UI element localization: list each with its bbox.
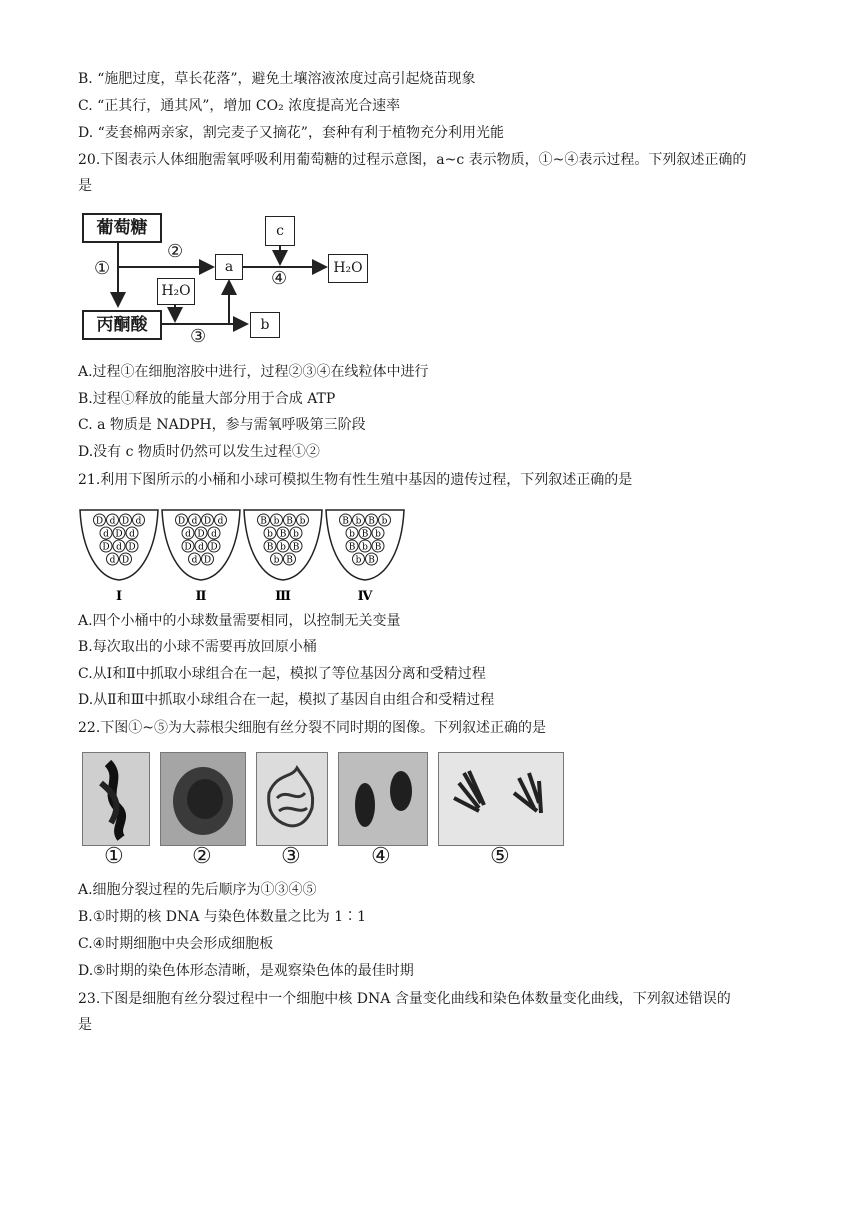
ball-label: B [279,529,287,540]
ball-label: B [342,516,349,527]
ball-label: D [203,516,212,527]
micrograph-label-5: ⑤ [490,844,510,869]
q20-option-d: D.没有 c 物质时仍然可以发生过程①② [78,444,320,460]
diagram-arrows [0,0,860,360]
chromosome-cluster-1 [83,753,149,845]
ball-label: D [197,529,205,540]
micrograph-label-3: ③ [281,844,301,869]
water-output-box: H₂O [328,254,368,283]
micrograph-label-2: ② [192,844,212,869]
ball-label: b [293,529,299,540]
ball-label: D [203,555,212,566]
ball-label: d [217,516,224,527]
option-d-prev: D. “麦套棉两亲家，割完麦子又摘花”，套种有利于植物充分利用光能 [78,125,504,141]
q20-option-a: A.过程①在细胞溶胶中进行，过程②③④在线粒体中进行 [78,364,429,380]
ball-label: b [273,555,280,566]
bucket-4 [326,510,404,604]
ball-label: b [280,542,286,553]
ball-label: D [210,542,218,553]
q21-option-b: B.每次取出的小球不需要再放回原小桶 [78,639,317,655]
ball-label: B [286,555,293,566]
buckets-svg [78,506,418,606]
micrograph-4 [338,752,428,846]
ball-label: d [109,516,116,527]
ball-label: B [348,542,356,553]
q20-stem-cont: 是 [78,178,92,194]
chromosomes-5 [439,753,563,845]
ball-label: D [177,516,186,527]
micrograph-label-4: ④ [371,844,391,869]
micrograph-3 [256,752,328,846]
ball-label: b [355,555,362,566]
ball-label: D [102,542,110,553]
ball-label: B [266,542,274,553]
ball-label: D [95,516,104,527]
q22-stem: 22.下图①~⑤为大蒜根尖细胞有丝分裂不同时期的图像。下列叙述正确的是 [78,720,546,736]
ball-label: d [211,529,217,540]
ball-label: B [286,516,293,527]
ball-label: d [109,555,116,566]
micrograph-label-1: ① [104,844,124,869]
water-input-box: H₂O [157,278,195,305]
q22-option-b: B.①时期的核 DNA 与染色体数量之比为 1∶1 [78,909,367,925]
bucket-label: Ⅰ [115,589,123,604]
micrograph-2 [160,752,246,846]
nucleus-2 [161,753,245,845]
process-2-label: ② [167,241,184,262]
ball-label: b [273,516,280,527]
ball-label: b [299,516,306,527]
ball-label: b [381,516,388,527]
bucket-label: Ⅱ [195,589,207,604]
ball-label: b [349,529,355,540]
ball-label: B [374,542,382,553]
ball-label: d [185,529,191,540]
q21-stem: 21.利用下图所示的小桶和小球可模拟生物有性生殖中基因的遗传过程，下列叙述正确的是 [78,472,633,488]
ball-label: B [368,516,375,527]
micrograph-1 [82,752,150,846]
bucket-label: Ⅳ [357,589,373,604]
ball-label: B [361,529,369,540]
substance-b: b [250,312,280,338]
ball-label: D [121,516,130,527]
ball-label: d [191,516,198,527]
glucose-box: 葡萄糖 [82,213,162,243]
ball-label: d [198,542,204,553]
q20-option-b: B.过程①释放的能量大部分用于合成 ATP [78,391,336,407]
ball-label: d [135,516,142,527]
option-c-prev: C. “正其行，通其风”，增加 CO₂ 浓度提高光合速率 [78,98,401,114]
ball-label: D [121,555,130,566]
ball-label: D [115,529,123,540]
q22-option-d: D.⑤时期的染色体形态清晰，是观察染色体的最佳时期 [78,963,414,979]
q21-option-c: C.从Ⅰ和Ⅱ中抓取小球组合在一起，模拟了等位基因分离和受精过程 [78,666,486,682]
ball-label: B [260,516,267,527]
bucket-2 [162,510,240,604]
ball-label: b [355,516,362,527]
bucket-1 [80,510,158,604]
ball-label: d [103,529,109,540]
ball-label: D [184,542,192,553]
ball-label: b [267,529,273,540]
ball-label: d [129,529,135,540]
q21-option-a: A.四个小桶中的小球数量需要相同，以控制无关变量 [78,613,401,629]
pyruvate-box: 丙酮酸 [82,310,162,340]
q23-stem-cont: 是 [78,1017,92,1033]
ball-label: D [128,542,136,553]
chromatin-3 [257,753,327,845]
q22-option-c: C.④时期细胞中央会形成细胞板 [78,936,274,952]
process-4-label: ④ [271,268,288,289]
q22-option-a: A.细胞分裂过程的先后顺序为①③④⑤ [78,882,317,898]
chromosomes-4 [339,753,427,845]
q21-option-d: D.从Ⅱ和Ⅲ中抓取小球组合在一起，模拟了基因自由组合和受精过程 [78,692,495,708]
ball-label: B [368,555,375,566]
micrograph-5 [438,752,564,846]
q20-stem: 20.下图表示人体细胞需氧呼吸利用葡萄糖的过程示意图，a~c 表示物质，①~④表示过程。下列叙述正确的 [78,152,747,168]
process-3-label: ③ [190,326,207,347]
respiration-diagram [0,0,860,360]
q20-option-c: C. a 物质是 NADPH，参与需氧呼吸第三阶段 [78,417,366,433]
option-b-prev: B. “施肥过度，草长花落”，避免土壤溶液浓度过高引起烧苗现象 [78,71,476,87]
process-1-label: ① [94,258,111,279]
ball-label: d [191,555,198,566]
q23-stem: 23.下图是细胞有丝分裂过程中一个细胞中核 DNA 含量变化曲线和染色体数量变化曲线，下列叙述错误的 [78,991,731,1007]
ball-label: B [292,542,300,553]
buckets-figure [78,506,418,606]
substance-c: c [265,216,295,246]
bucket-label: Ⅲ [275,589,291,604]
ball-label: b [362,542,368,553]
substance-a: a [215,254,243,280]
bucket-3 [244,510,322,604]
ball-label: d [116,542,122,553]
ball-label: b [375,529,381,540]
